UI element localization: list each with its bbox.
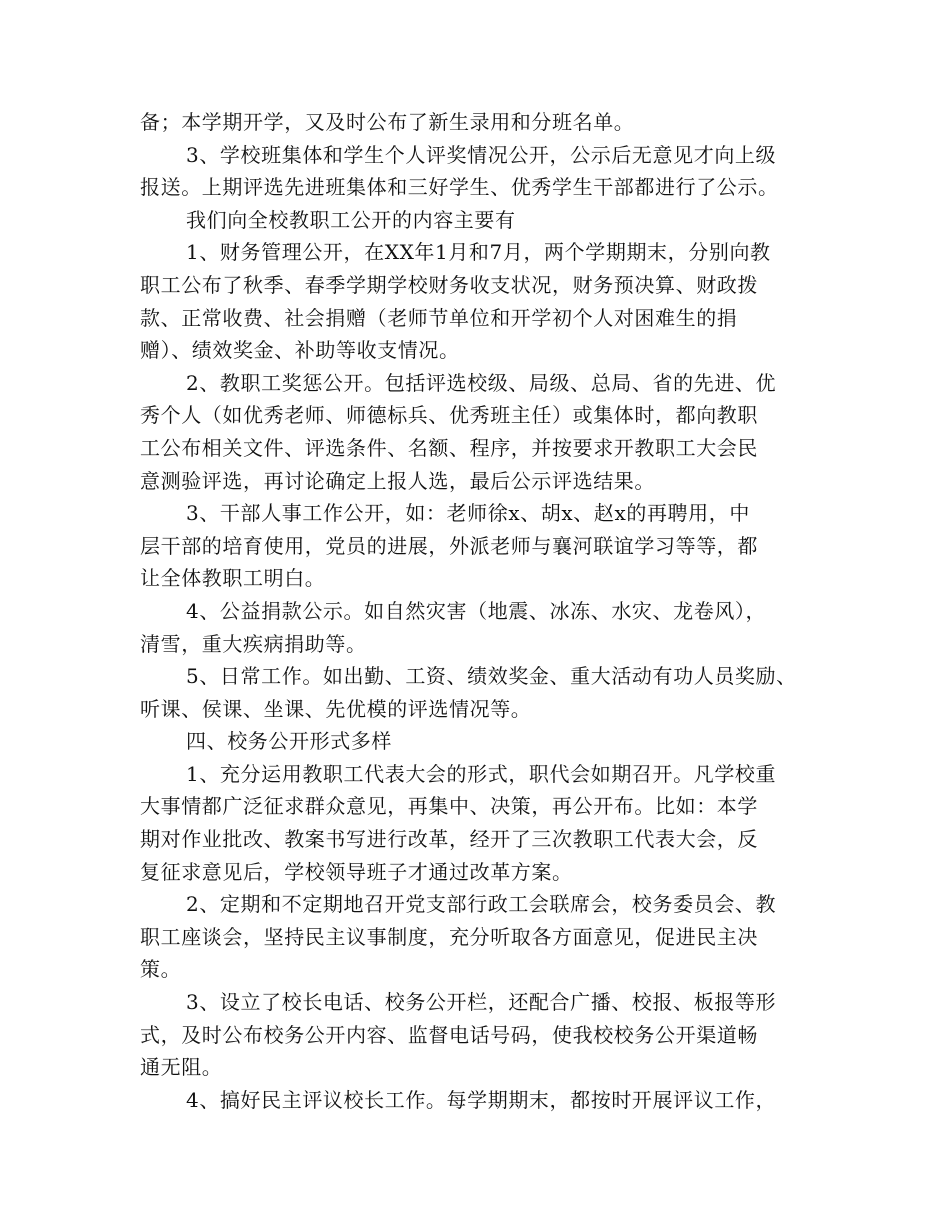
text-line: 复征求意见后，学校领导班子才通过改革方案。: [140, 859, 573, 884]
text-line: 备；本学期开学，又及时公布了新生录用和分班名单。: [140, 110, 635, 134]
text-line: 式，及时公布校务公开内容、监督电话号码，使我校校务公开渠道畅: [140, 1022, 758, 1047]
text-line: 1、财务管理公开，在XX年1月和7月，两个学期期末，分别向教: [186, 240, 771, 265]
text-line: 报送。上期评选先进班集体和三好学生、优秀学生干部都进行了公示。: [140, 175, 779, 200]
text-line: 2、教职工奖惩公开。包括评选校级、局级、总局、省的先进、优: [186, 370, 777, 395]
text-line: 听课、侯课、坐课、先优模的评选情况等。: [140, 696, 532, 721]
document-body: [140, 106, 830, 1116]
text-line: 清雪，重大疾病捐助等。: [140, 631, 367, 656]
text-line: 款、正常收费、社会捐赠（老师节单位和开学初个人对困难生的捐: [140, 305, 738, 330]
text-line: 大事情都广泛征求群众意见，再集中、决策，再公开布。比如：本学: [140, 794, 758, 819]
text-line: 3、干部人事工作公开，如：老师徐x、胡x、赵x的再聘用，中: [186, 501, 750, 526]
text-line: 1、充分运用教职工代表大会的形式，职代会如期召开。凡学校重: [186, 761, 777, 786]
text-line: 通无阻。: [140, 1055, 223, 1080]
text-line: 四、校务公开形式多样: [186, 729, 392, 754]
text-line: 期对作业批改、教案书写进行改革，经开了三次教职工代表大会，反: [140, 827, 758, 852]
text-line: 意测验评选，再讨论确定上报人选，最后公示评选结果。: [140, 468, 655, 493]
text-line: 4、搞好民主评议校长工作。每学期期末，都按时开展评议工作，: [186, 1087, 777, 1112]
text-line: 秀个人（如优秀老师、师德标兵、优秀班主任）或集体时，都向教职: [140, 403, 758, 428]
text-line: 赠）、绩效奖金、补助等收支情况。: [140, 338, 460, 363]
text-line: 3、学校班集体和学生个人评奖情况公开，公示后无意见才向上级: [186, 142, 777, 167]
text-line: 让全体教职工明白。: [140, 566, 326, 591]
text-line: 工公布相关文件、评选条件、名额、程序，并按要求开教职工大会民: [140, 435, 758, 460]
text-line: 5、日常工作。如出勤、工资、绩效奖金、重大活动有功人员奖励、: [186, 664, 797, 689]
text-line: 3、设立了校长电话、校务公开栏，还配合广播、校报、板报等形: [186, 990, 777, 1015]
text-line: 我们向全校教职工公开的内容主要有: [186, 207, 516, 232]
text-line: 层干部的培育使用，党员的进展，外派老师与襄河联谊学习等等，都: [140, 533, 758, 558]
text-line: 策。: [140, 957, 182, 982]
text-line: 职工座谈会，坚持民主议事制度，充分听取各方面意见，促进民主决: [140, 924, 758, 949]
text-line: 2、定期和不定期地召开党支部行政工会联席会，校务委员会、教: [186, 892, 777, 917]
text-line: 4、公益捐款公示。如自然灾害（地震、冰冻、水灾、龙卷风），: [186, 598, 767, 623]
text-line: 职工公布了秋季、春季学期学校财务收支状况，财务预决算、财政拨: [140, 272, 758, 297]
